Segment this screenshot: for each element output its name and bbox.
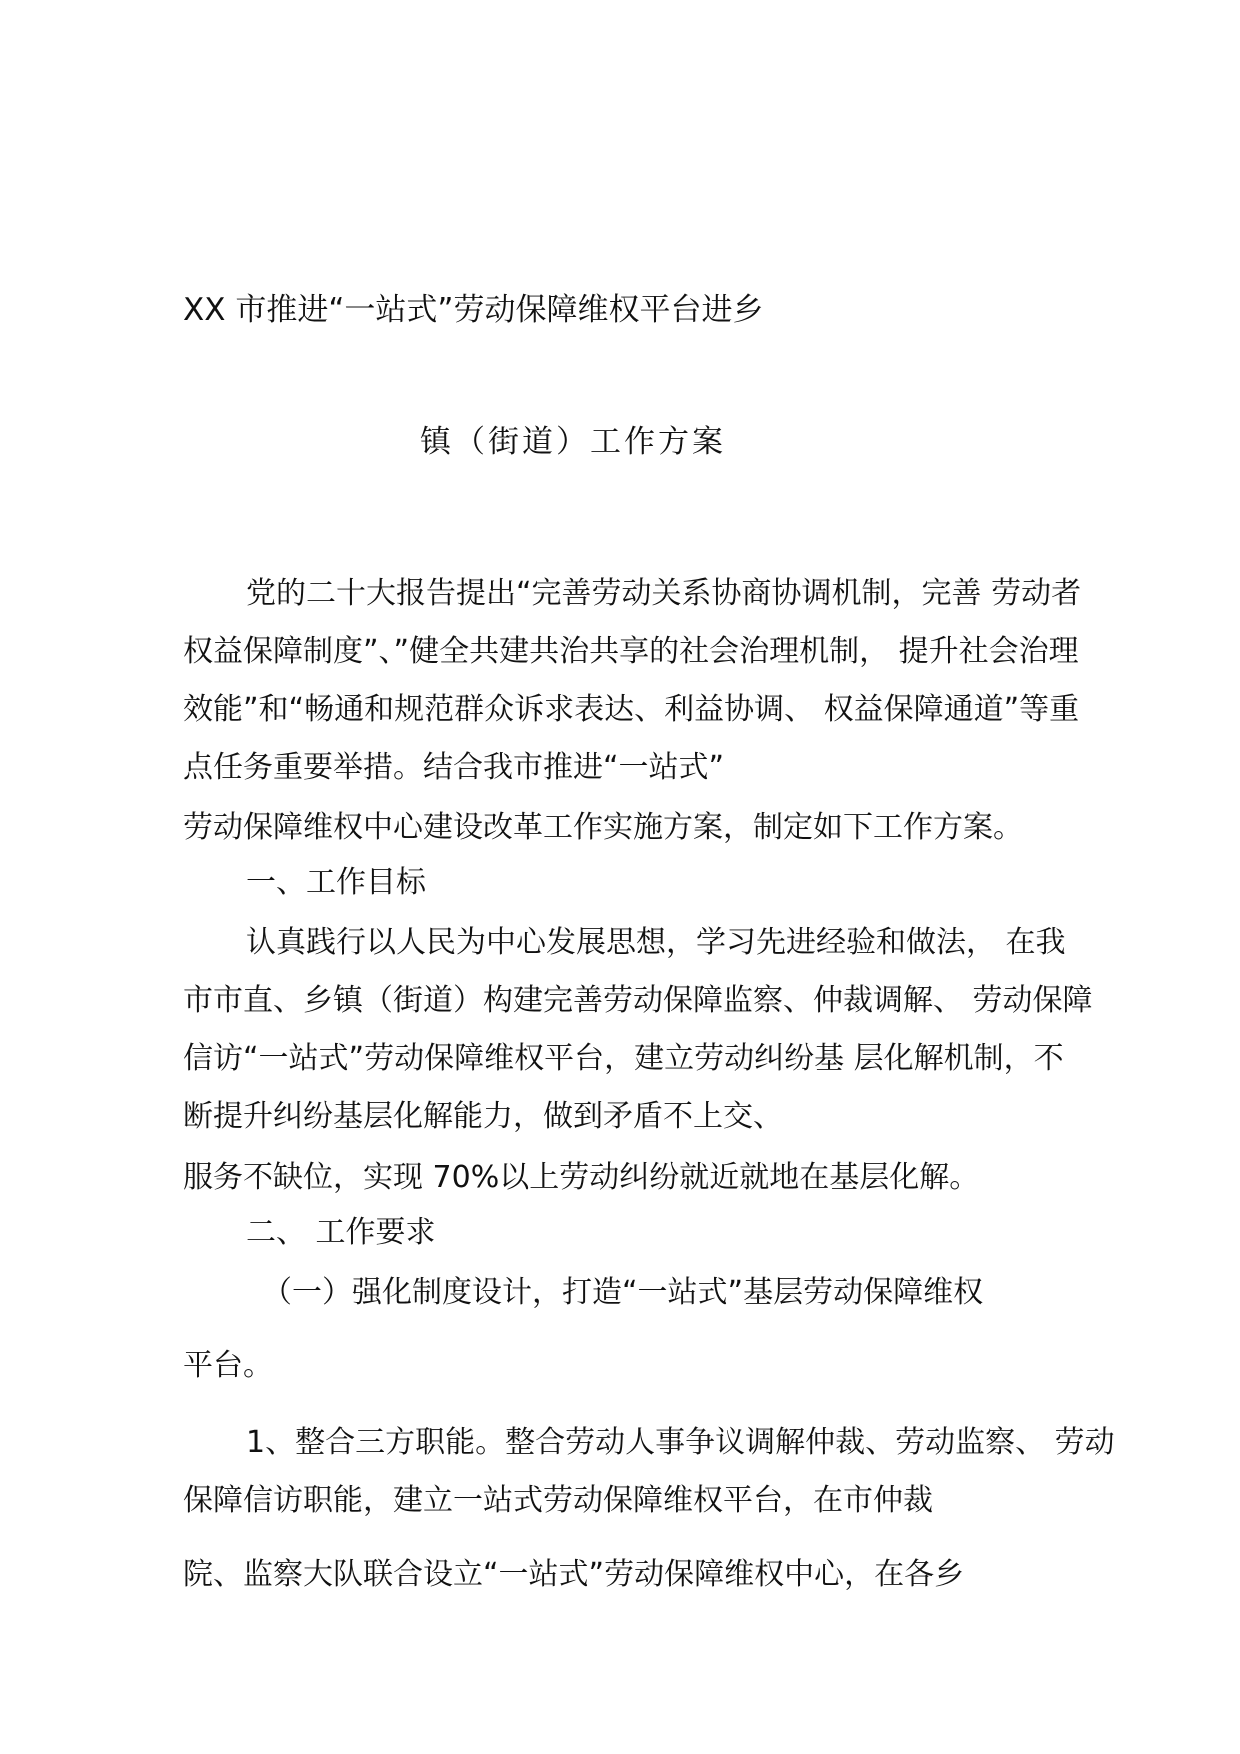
- paragraph-line: 1、整合三方职能。整合劳动人事争议调解仲裁、劳动监察、 劳动: [246, 1425, 1115, 1460]
- document-title-line-1: XX 市推进“一站式”劳动保障维权平台进乡: [183, 292, 764, 328]
- paragraph-line: 保障信访职能，建立一站式劳动保障维权平台，在市仲裁: [183, 1483, 933, 1518]
- subsection-heading: （一）强化制度设计，打造“一站式”基层劳动保障维权: [262, 1275, 984, 1310]
- paragraph-line: 权益保障制度”、”健全共建共治共享的社会治理机制， 提升社会治理: [183, 634, 1079, 669]
- paragraph-line: 认真践行以人民为中心发展思想，学习先进经验和做法， 在我: [246, 925, 1066, 960]
- paragraph-line: 服务不缺位，实现 70%以上劳动纠纷就近就地在基层化解。: [183, 1160, 980, 1195]
- paragraph-line: 效能”和“畅通和规范群众诉求表达、利益协调、 权益保障通道”等重: [183, 692, 1080, 727]
- paragraph-line: 市市直、乡镇（街道）构建完善劳动保障监察、仲裁调解、 劳动保障: [183, 983, 1093, 1018]
- paragraph-line: 院、监察大队联合设立“一站式”劳动保障维权中心，在各乡: [183, 1557, 965, 1592]
- section-heading-goal: 一、工作目标: [246, 865, 426, 900]
- document-title-line-2: 镇（街道）工作方案: [420, 424, 726, 460]
- paragraph-line: 断提升纠纷基层化解能力，做到矛盾不上交、: [183, 1099, 783, 1134]
- paragraph-line: 劳动保障维权中心建设改革工作实施方案，制定如下工作方案。: [183, 810, 1023, 845]
- paragraph-line: 平台。: [183, 1348, 273, 1383]
- section-heading-requirements: 二、 工作要求: [246, 1215, 436, 1250]
- paragraph-line: 党的二十大报告提出“完善劳动关系协商协调机制，完善 劳动者: [246, 576, 1082, 611]
- paragraph-line: 点任务重要举措。结合我市推进“一站式”: [183, 750, 725, 785]
- paragraph-line: 信访“一站式”劳动保障维权平台，建立劳动纠纷基 层化解机制，不: [183, 1041, 1064, 1076]
